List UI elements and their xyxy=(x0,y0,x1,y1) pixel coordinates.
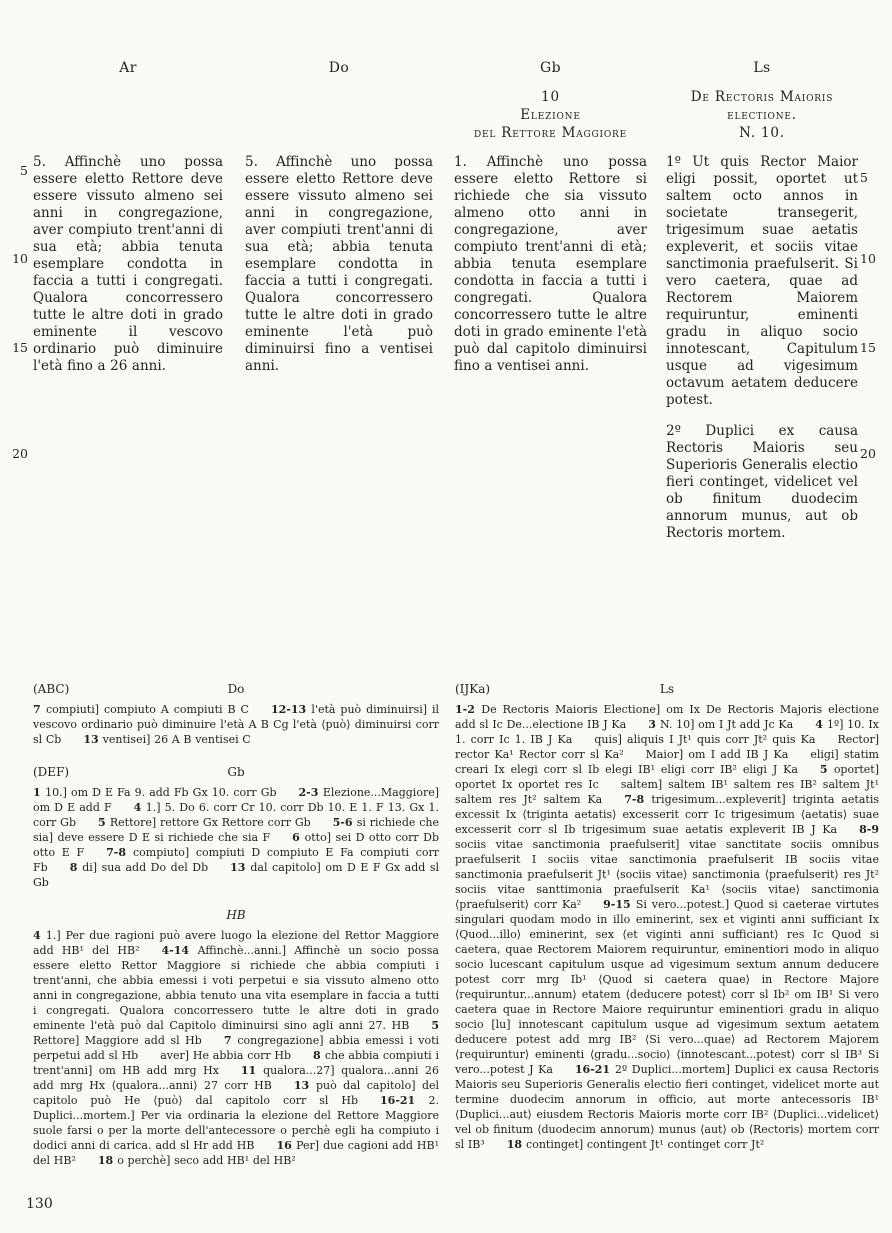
apparatus-entries: 1-2 De Rectoris Maioris Electione] om Ix De Rectoris Majoris electione add sl Ic De...electione IB J Ka 3 N. 10] om I Jt add Jc Ka 4 1º] 10. Ix 1. corr Ic 1. IB J Ka quis] aliquis I Jt¹ quis corr Jt² quis Ka Rector] rector Ka¹ Rector corr sl Ka² Maior] om I add IB J Ka eligi] statim creari Ix elegi corr sl Ib elegi IB¹ eligi corr IB² eligi J Ka 5 oportet] oportet Ix oportet res Ic saltem] saltem IB¹ saltem res IB² saltem Jt¹ saltem res Jt² saltem Ka 7-8 trigesimum...expleverit] triginta aetatis excessit Ix ⟨triginta aetatis⟩ excesserit corr Ic trigesimum ⟨aetatis⟩ suae excesserit corr sl Ib trigesimum suae aetatis expleverit IB J Ka 8-9 sociis vitae sanctimonia praefulserit] vitae sanctitate sociis omnibus praefulserit I sociis vitae sanctimonia praefulserit IB sociis vitae sanctimonia praefulserit Jt¹ ⟨sociis vitae⟩ sanctimonia ⟨praefulserit⟩ res Jt² sociis vitae santtimonia praefulserit Ka¹ ⟨sociis vitae⟩ sanctimonia ⟨praefulserit⟩ corr Ka² 9-15 Si vero...potest.] Quod si caeterae virtutes singulari quodam modo in illo eminerint, sex et viginti anni sufficiant Ix ⟨Quod...illo⟩ eminerint, sex ⟨et viginti anni sufficiant⟩ res Ic Quod si caetera, quae Rectorem Maiorem requiruntur, eminentiori modo in aliquo socio lucescant capitulum usque ad vigesimum sextum annum deducere potest corr mrg Ib¹ ⟨Quod si caetera quae⟩ in Rectore Majore ⟨requiruntur...annum⟩ etatem ⟨deducere potest⟩ corr sl Ib² om IB¹ Si vero caetera quae in Rectore Maiore requiruntur eminentiori gradu in aliquo socio [lu] innotescant capitulum usque ad vigesimum sextum aetatem deducere potest add mrg IB² ⟨Si vero...quae⟩ ad Rectorem Majorem ⟨requiruntur⟩ eminenti ⟨gradu...socio⟩ ⟨innotescant...potest⟩ corr sl IB³ Si vero...potest J Ka 16-21 2º Duplici...mortem] Duplici ex causa Rectoris Maioris seu Superioris Generalis electio fieri continget, videlicet morte aut termine duodecim annorum in officio, aut morte antecessoris IB¹ ⟨Duplici...aut⟩ eiusdem Rectoris Maioris morte corr IB² ⟨Duplici...videlicet⟩ vel ob finitum ⟨duodecim annorum⟩ munus ⟨aut⟩ ob ⟨Rectoris⟩ mortem corr sl IB³ 18 continget] contingent Jt¹ continget corr Jt² xyxy=(455,703,880,1151)
column-do xyxy=(245,60,433,389)
column-header-ls: Ls xyxy=(753,60,771,76)
apparatus-group-label: (DEF) xyxy=(33,765,70,779)
apparatus-section-abc xyxy=(33,682,439,747)
paragraph: 2º Duplici ex causa Rectoris Maioris seu Superioris Generalis electio fieri continget, videlicet vel ob finitum duodecim annorum munus, aut ob Rectoris mortem. xyxy=(666,423,858,541)
apparatus-section-ijka xyxy=(455,682,879,1152)
column-heading-ls xyxy=(666,88,858,146)
column-header-do: Do xyxy=(328,60,350,76)
chapter-number: 10 xyxy=(541,89,560,105)
column-ar xyxy=(33,60,223,389)
paragraph: 5. Affinchè uno possa essere eletto Rettore deve essere vissuto almeno sei anni in congregazione, aver compiuto trent'anni di sua età; abbia tenuta esemplare condotta in faccia a tutti i congregati. Qualora concorressero tutte le altre doti in grado eminente il vescovo ordinario può diminuire l'età fino a 26 anni. xyxy=(33,154,223,374)
apparatus-witness-label: HB xyxy=(226,908,246,922)
column-body-do xyxy=(245,154,433,375)
column-body-ls xyxy=(666,154,858,542)
paragraph: 5. Affinchè uno possa essere eletto Rettore deve essere vissuto almeno sei anni in congregazione, aver compiuti trent'anni di sua età; abbia tenuta esemplare condotta in faccia a tutti i congregati. Qualora concorressero tutte le altre doti in grado eminente l'età può diminuirsi fino a ventisei anni. xyxy=(245,154,433,374)
line-number-left-10: 10 xyxy=(12,251,28,266)
apparatus-entries: 1 10.] om D E Fa 9. add Fb Gx 10. corr Gb 2-3 Elezione...Maggiore] om D E add F 4 1.] 5. Do 6. corr Cr 10. corr Db 10. E 1. F 13. Gx 1. corr Gb 5 Rettore] rettore Gx Rettore corr Gb 5-6 si richiede che sia] deve essere D E si richiede che sia F 6 otto] sei D otto corr Db otto E F 7-8 compiuto] compiuti D compiuto E Fa compiuti corr Fb 8 di] sua add Do del Db 13 dal capitolo] om D E F Gx add sl Gb xyxy=(33,786,440,889)
column-ls xyxy=(666,60,858,556)
column-body-gb xyxy=(454,154,647,375)
line-number-left-20: 20 xyxy=(12,446,28,461)
apparatus-section-hb xyxy=(33,908,439,1168)
line-number-right-5: 5 xyxy=(860,170,868,185)
apparatus-section-head xyxy=(33,765,439,783)
chapter-title: Elezione xyxy=(520,107,581,123)
apparatus-right xyxy=(455,682,879,1170)
paragraph: 1º Ut quis Rector Maior eligi possit, oportet ut saltem octo annos in societate transegerit, trigesimum suae aetatis expleverit, et sociis vitae sanctimonia praefulserit. Si vero caetera, quae ad Rectorem Maiorem requiruntur, eminenti gradu in aliquo socio innotescant, Capitulum usque ad vigesimum octavum aetatem deducere potest. xyxy=(666,154,858,408)
column-heading-do xyxy=(245,88,433,146)
apparatus-section-def xyxy=(33,765,439,890)
column-header-ar: Ar xyxy=(119,60,137,76)
page-number: 130 xyxy=(26,1196,53,1212)
column-header-gb: Gb xyxy=(540,60,561,76)
apparatus-section-head xyxy=(33,908,439,926)
apparatus-left xyxy=(33,682,439,1186)
apparatus-entries: 7 compiuti] compiuto A compiuti B C 12-13 l'età può diminuirsi] il vescovo ordinario può diminuire l'età A B Cg l'età ⟨può⟩ diminuirsi corr sl Cb 13 ventisei] 26 A B ventisei C xyxy=(33,703,439,746)
apparatus-witness-label: Do xyxy=(227,682,245,696)
apparatus-section-head xyxy=(33,682,439,700)
apparatus-section-head xyxy=(455,682,879,700)
line-number-right-15: 15 xyxy=(860,340,876,355)
paragraph: 1. Affinchè uno possa essere eletto Rettore si richiede che sia vissuto almeno otto anni in congregazione, aver compiuto trent'anni di età; abbia tenuta esemplare condotta in faccia a tutti i congregati. Qualora concorressero tutte le altre doti in grado eminente l'età può dal capitolo diminuirsi fino a ventisei anni. xyxy=(454,154,647,374)
column-heading-ar xyxy=(33,88,223,146)
line-number-right-10: 10 xyxy=(860,251,876,266)
line-number-right-20: 20 xyxy=(860,446,876,461)
column-body-ar xyxy=(33,154,223,375)
apparatus-witness-label: Gb xyxy=(227,765,245,779)
chapter-title-latin: De Rectoris Maioris xyxy=(690,89,834,105)
apparatus-entries: 4 1.] Per due ragioni può avere luogo la elezione del Rettor Maggiore add HB¹ del HB² 4-14 Affinchè...anni.] Affinchè un socio possa essere eletto Rettor Maggiore si richiede che abbia compiuti i trent'anni, che abbia emessi i voti perpetui e sia vissuto almeno otto anni in congregazione, abbia tenuto una vita esemplare in faccia a tutti i congregati. Qualora concorressero tutte le altre doti in grado eminente l'età può dal Capitolo diminuirsi sino agli anni 27. HB 5 Rettore] Maggiore add sl Hb 7 congregazione] abbia emessi i voti perpetui add sl Hb aver] He abbia corr Hb 8 che abbia compiuti i trent'anni] om HB add mrg Hx 11 qualora...27] qualora...anni 26 add mrg Hx ⟨qualora...anni⟩ 27 corr HB 13 può dal capitolo] del capitolo può He ⟨può⟩ dal capitolo corr sl Hb 16-21 2. Duplici...mortem.] Per via ordinaria la elezione del Rettore Maggiore suole farsi o per la morte dell'antecessore o perchè egli ha compiuto i dodici anni di carica. add sl Hr add HB 16 Per] due cagioni add HB¹ del HB² 18 o perchè] seco add HB¹ del HB² xyxy=(33,929,440,1167)
chapter-subtitle: del Rettore Maggiore xyxy=(474,125,627,141)
apparatus-witness-label: Ls xyxy=(659,682,675,696)
apparatus-group-label: (IJKa) xyxy=(455,682,491,696)
line-number-left-15: 15 xyxy=(12,340,28,355)
chapter-subtitle-latin: electione. xyxy=(727,107,797,123)
column-gb xyxy=(454,60,647,389)
chapter-number-latin: N. 10. xyxy=(739,125,785,141)
apparatus-group-label: (ABC) xyxy=(33,682,70,696)
column-heading-gb xyxy=(454,88,647,146)
line-number-left-5: 5 xyxy=(20,163,28,178)
